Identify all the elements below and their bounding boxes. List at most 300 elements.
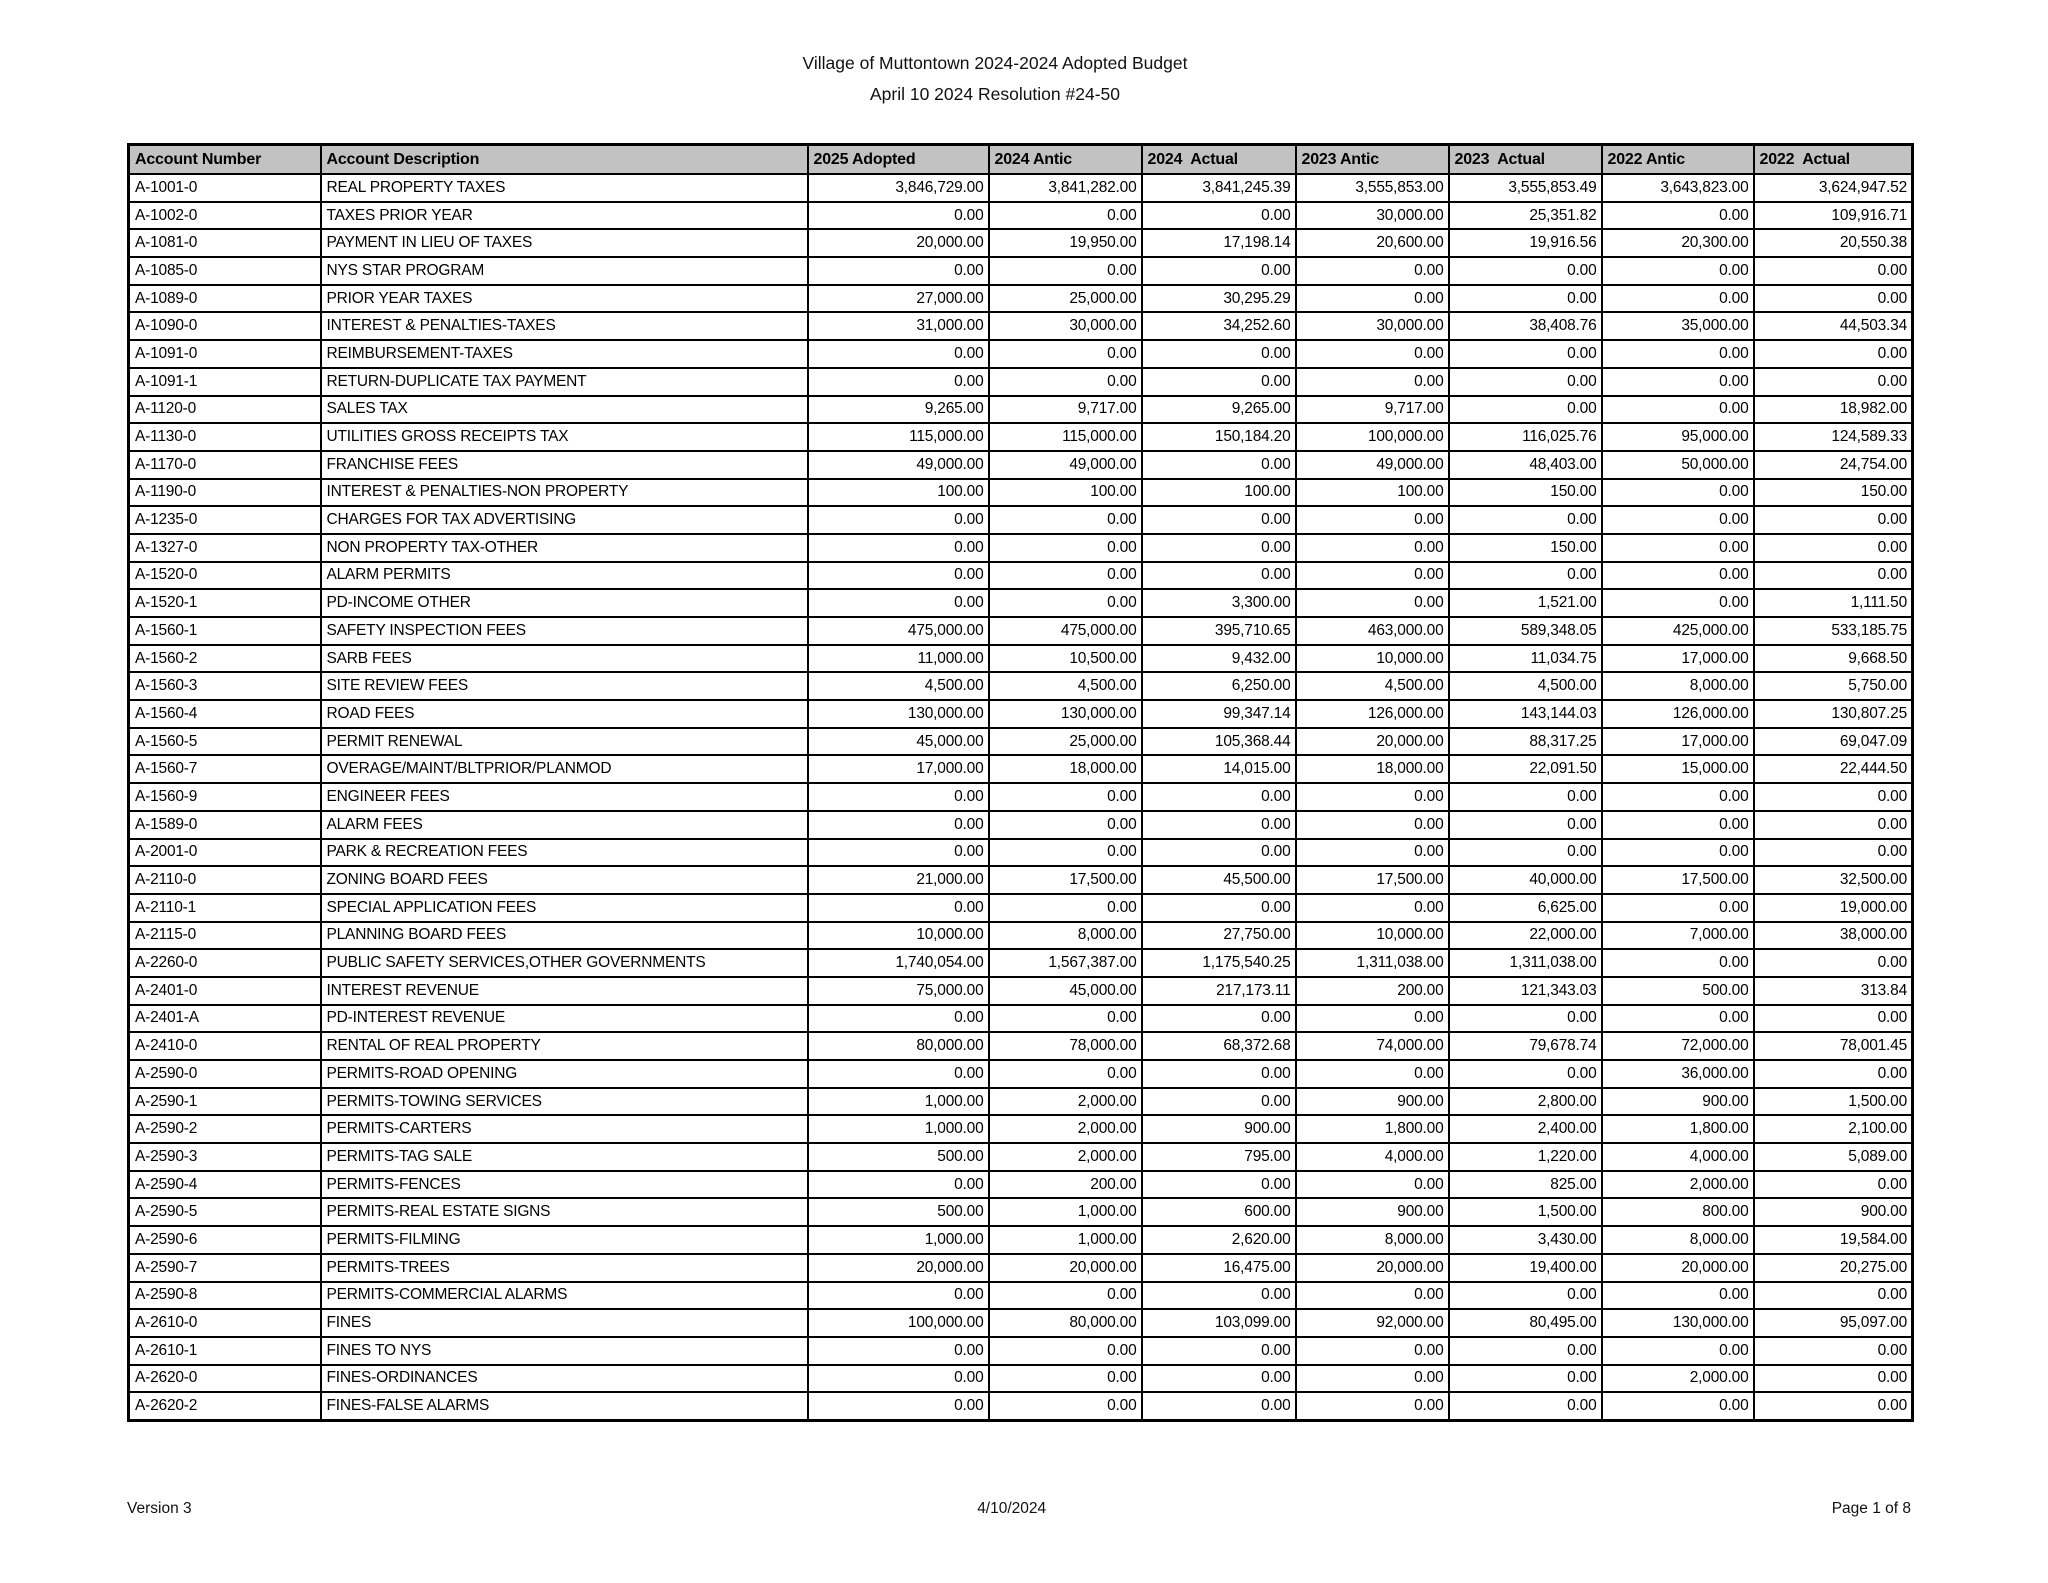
table-row bbox=[129, 1392, 1913, 1420]
amount-cell: 3,300.00 bbox=[1142, 589, 1296, 617]
table-row bbox=[129, 312, 1913, 340]
amount-cell: 99,347.14 bbox=[1142, 700, 1296, 728]
amount-cell: 800.00 bbox=[1602, 1198, 1754, 1226]
amount-cell: 44,503.34 bbox=[1754, 312, 1913, 340]
account-description-cell: PERMITS-FENCES bbox=[321, 1171, 808, 1199]
amount-cell: 9,432.00 bbox=[1142, 645, 1296, 673]
account-number-cell: A-2590-0 bbox=[129, 1060, 321, 1088]
table-row bbox=[129, 285, 1913, 313]
amount-cell: 11,034.75 bbox=[1449, 645, 1602, 673]
amount-cell: 0.00 bbox=[1449, 340, 1602, 368]
amount-cell: 1,567,387.00 bbox=[989, 949, 1142, 977]
amount-cell: 0.00 bbox=[1602, 506, 1754, 534]
account-number-cell: A-2620-0 bbox=[129, 1365, 321, 1393]
amount-cell: 80,000.00 bbox=[989, 1309, 1142, 1337]
amount-cell: 200.00 bbox=[989, 1171, 1142, 1199]
amount-cell: 0.00 bbox=[1296, 1337, 1449, 1365]
amount-cell: 19,916.56 bbox=[1449, 229, 1602, 257]
amount-cell: 0.00 bbox=[808, 839, 989, 867]
amount-cell: 25,000.00 bbox=[989, 728, 1142, 756]
table-row bbox=[129, 949, 1913, 977]
amount-cell: 0.00 bbox=[808, 894, 989, 922]
table-row bbox=[129, 562, 1913, 590]
account-number-cell: A-1170-0 bbox=[129, 451, 321, 479]
amount-cell: 0.00 bbox=[1449, 811, 1602, 839]
account-number-cell: A-1001-0 bbox=[129, 174, 321, 202]
amount-cell: 130,000.00 bbox=[1602, 1309, 1754, 1337]
amount-cell: 200.00 bbox=[1296, 977, 1449, 1005]
account-number-cell: A-1130-0 bbox=[129, 423, 321, 451]
amount-cell: 31,000.00 bbox=[808, 312, 989, 340]
account-description-cell: PERMITS-ROAD OPENING bbox=[321, 1060, 808, 1088]
amount-cell: 475,000.00 bbox=[808, 617, 989, 645]
amount-cell: 4,500.00 bbox=[1449, 672, 1602, 700]
col-header-2024-antic: 2024 Antic bbox=[989, 145, 1142, 175]
account-description-cell: RETURN-DUPLICATE TAX PAYMENT bbox=[321, 368, 808, 396]
amount-cell: 0.00 bbox=[989, 1337, 1142, 1365]
account-description-cell: ROAD FEES bbox=[321, 700, 808, 728]
amount-cell: 0.00 bbox=[1449, 368, 1602, 396]
account-number-cell: A-2115-0 bbox=[129, 922, 321, 950]
account-description-cell: INTEREST & PENALTIES-NON PROPERTY bbox=[321, 479, 808, 507]
account-description-cell: ENGINEER FEES bbox=[321, 783, 808, 811]
table-row bbox=[129, 1282, 1913, 1310]
account-description-cell: SALES TAX bbox=[321, 396, 808, 424]
account-description-cell: NON PROPERTY TAX-OTHER bbox=[321, 534, 808, 562]
table-row bbox=[129, 1032, 1913, 1060]
amount-cell: 3,846,729.00 bbox=[808, 174, 989, 202]
account-description-cell: ALARM PERMITS bbox=[321, 562, 808, 590]
amount-cell: 0.00 bbox=[1602, 479, 1754, 507]
footer-page-number: Page 1 of 8 bbox=[1831, 1500, 1911, 1517]
amount-cell: 24,754.00 bbox=[1754, 451, 1913, 479]
account-description-cell: FRANCHISE FEES bbox=[321, 451, 808, 479]
account-number-cell: A-1560-4 bbox=[129, 700, 321, 728]
account-number-cell: A-1327-0 bbox=[129, 534, 321, 562]
amount-cell: 72,000.00 bbox=[1602, 1032, 1754, 1060]
account-number-cell: A-2590-2 bbox=[129, 1115, 321, 1143]
amount-cell: 130,000.00 bbox=[989, 700, 1142, 728]
amount-cell: 0.00 bbox=[989, 562, 1142, 590]
amount-cell: 78,000.00 bbox=[989, 1032, 1142, 1060]
amount-cell: 95,097.00 bbox=[1754, 1309, 1913, 1337]
amount-cell: 0.00 bbox=[1754, 1365, 1913, 1393]
amount-cell: 0.00 bbox=[1754, 839, 1913, 867]
amount-cell: 5,750.00 bbox=[1754, 672, 1913, 700]
amount-cell: 3,624,947.52 bbox=[1754, 174, 1913, 202]
amount-cell: 20,000.00 bbox=[1602, 1254, 1754, 1282]
table-row bbox=[129, 506, 1913, 534]
amount-cell: 38,000.00 bbox=[1754, 922, 1913, 950]
amount-cell: 1,000.00 bbox=[989, 1198, 1142, 1226]
amount-cell: 1,311,038.00 bbox=[1296, 949, 1449, 977]
amount-cell: 0.00 bbox=[1754, 257, 1913, 285]
amount-cell: 0.00 bbox=[808, 202, 989, 230]
account-description-cell: OVERAGE/MAINT/BLTPRIOR/PLANMOD bbox=[321, 755, 808, 783]
account-number-cell: A-1090-0 bbox=[129, 312, 321, 340]
table-row bbox=[129, 1060, 1913, 1088]
amount-cell: 0.00 bbox=[1602, 285, 1754, 313]
amount-cell: 34,252.60 bbox=[1142, 312, 1296, 340]
col-header-2022-antic: 2022 Antic bbox=[1602, 145, 1754, 175]
amount-cell: 20,275.00 bbox=[1754, 1254, 1913, 1282]
amount-cell: 0.00 bbox=[989, 589, 1142, 617]
amount-cell: 1,500.00 bbox=[1449, 1198, 1602, 1226]
amount-cell: 92,000.00 bbox=[1296, 1309, 1449, 1337]
budget-table-header bbox=[129, 145, 1913, 175]
amount-cell: 0.00 bbox=[1754, 1005, 1913, 1033]
amount-cell: 19,584.00 bbox=[1754, 1226, 1913, 1254]
table-row bbox=[129, 1309, 1913, 1337]
amount-cell: 69,047.09 bbox=[1754, 728, 1913, 756]
amount-cell: 2,000.00 bbox=[989, 1088, 1142, 1116]
page-footer bbox=[127, 1500, 1911, 1518]
table-row bbox=[129, 1254, 1913, 1282]
table-row bbox=[129, 811, 1913, 839]
amount-cell: 4,000.00 bbox=[1296, 1143, 1449, 1171]
amount-cell: 0.00 bbox=[1754, 285, 1913, 313]
amount-cell: 20,300.00 bbox=[1602, 229, 1754, 257]
amount-cell: 1,311,038.00 bbox=[1449, 949, 1602, 977]
col-header-account-number: Account Number bbox=[129, 145, 321, 175]
account-number-cell: A-2590-5 bbox=[129, 1198, 321, 1226]
amount-cell: 30,000.00 bbox=[1296, 312, 1449, 340]
amount-cell: 0.00 bbox=[1296, 839, 1449, 867]
amount-cell: 0.00 bbox=[989, 340, 1142, 368]
amount-cell: 0.00 bbox=[808, 562, 989, 590]
amount-cell: 0.00 bbox=[1142, 1005, 1296, 1033]
amount-cell: 0.00 bbox=[1754, 783, 1913, 811]
amount-cell: 825.00 bbox=[1449, 1171, 1602, 1199]
amount-cell: 1,521.00 bbox=[1449, 589, 1602, 617]
account-number-cell: A-1560-2 bbox=[129, 645, 321, 673]
amount-cell: 0.00 bbox=[1602, 1005, 1754, 1033]
amount-cell: 20,600.00 bbox=[1296, 229, 1449, 257]
amount-cell: 49,000.00 bbox=[1296, 451, 1449, 479]
amount-cell: 0.00 bbox=[808, 1171, 989, 1199]
amount-cell: 0.00 bbox=[1602, 562, 1754, 590]
account-description-cell: PRIOR YEAR TAXES bbox=[321, 285, 808, 313]
amount-cell: 0.00 bbox=[1449, 506, 1602, 534]
amount-cell: 20,000.00 bbox=[1296, 1254, 1449, 1282]
amount-cell: 0.00 bbox=[808, 368, 989, 396]
amount-cell: 9,265.00 bbox=[1142, 396, 1296, 424]
account-number-cell: A-1589-0 bbox=[129, 811, 321, 839]
account-description-cell: INTEREST & PENALTIES-TAXES bbox=[321, 312, 808, 340]
amount-cell: 25,000.00 bbox=[989, 285, 1142, 313]
amount-cell: 0.00 bbox=[1449, 783, 1602, 811]
amount-cell: 100,000.00 bbox=[1296, 423, 1449, 451]
amount-cell: 0.00 bbox=[1296, 783, 1449, 811]
amount-cell: 0.00 bbox=[1142, 451, 1296, 479]
table-row bbox=[129, 423, 1913, 451]
amount-cell: 4,500.00 bbox=[989, 672, 1142, 700]
amount-cell: 0.00 bbox=[1296, 811, 1449, 839]
amount-cell: 0.00 bbox=[1142, 839, 1296, 867]
amount-cell: 0.00 bbox=[1602, 1392, 1754, 1420]
account-number-cell: A-1091-0 bbox=[129, 340, 321, 368]
amount-cell: 1,220.00 bbox=[1449, 1143, 1602, 1171]
amount-cell: 0.00 bbox=[1602, 949, 1754, 977]
amount-cell: 4,500.00 bbox=[808, 672, 989, 700]
table-row bbox=[129, 922, 1913, 950]
amount-cell: 124,589.33 bbox=[1754, 423, 1913, 451]
table-row bbox=[129, 1226, 1913, 1254]
amount-cell: 22,091.50 bbox=[1449, 755, 1602, 783]
amount-cell: 0.00 bbox=[1296, 534, 1449, 562]
amount-cell: 100,000.00 bbox=[808, 1309, 989, 1337]
amount-cell: 9,717.00 bbox=[989, 396, 1142, 424]
amount-cell: 0.00 bbox=[1142, 1088, 1296, 1116]
amount-cell: 0.00 bbox=[1296, 1282, 1449, 1310]
account-number-cell: A-2110-1 bbox=[129, 894, 321, 922]
amount-cell: 17,000.00 bbox=[808, 755, 989, 783]
amount-cell: 21,000.00 bbox=[808, 866, 989, 894]
amount-cell: 0.00 bbox=[1296, 1060, 1449, 1088]
amount-cell: 103,099.00 bbox=[1142, 1309, 1296, 1337]
amount-cell: 17,000.00 bbox=[1602, 645, 1754, 673]
amount-cell: 8,000.00 bbox=[1296, 1226, 1449, 1254]
amount-cell: 0.00 bbox=[1754, 1282, 1913, 1310]
amount-cell: 0.00 bbox=[808, 257, 989, 285]
amount-cell: 0.00 bbox=[1449, 257, 1602, 285]
amount-cell: 0.00 bbox=[989, 202, 1142, 230]
amount-cell: 0.00 bbox=[808, 811, 989, 839]
amount-cell: 14,015.00 bbox=[1142, 755, 1296, 783]
account-description-cell: REAL PROPERTY TAXES bbox=[321, 174, 808, 202]
amount-cell: 16,475.00 bbox=[1142, 1254, 1296, 1282]
account-number-cell: A-1089-0 bbox=[129, 285, 321, 313]
amount-cell: 17,500.00 bbox=[1296, 866, 1449, 894]
amount-cell: 3,555,853.49 bbox=[1449, 174, 1602, 202]
amount-cell: 8,000.00 bbox=[1602, 1226, 1754, 1254]
amount-cell: 0.00 bbox=[1602, 589, 1754, 617]
amount-cell: 425,000.00 bbox=[1602, 617, 1754, 645]
table-row bbox=[129, 479, 1913, 507]
amount-cell: 0.00 bbox=[1602, 894, 1754, 922]
account-number-cell: A-2260-0 bbox=[129, 949, 321, 977]
amount-cell: 20,550.38 bbox=[1754, 229, 1913, 257]
account-description-cell: UTILITIES GROSS RECEIPTS TAX bbox=[321, 423, 808, 451]
amount-cell: 143,144.03 bbox=[1449, 700, 1602, 728]
table-row bbox=[129, 1115, 1913, 1143]
amount-cell: 0.00 bbox=[989, 783, 1142, 811]
amount-cell: 0.00 bbox=[1754, 562, 1913, 590]
account-number-cell: A-2110-0 bbox=[129, 866, 321, 894]
amount-cell: 80,495.00 bbox=[1449, 1309, 1602, 1337]
amount-cell: 3,841,282.00 bbox=[989, 174, 1142, 202]
amount-cell: 45,500.00 bbox=[1142, 866, 1296, 894]
account-number-cell: A-2590-7 bbox=[129, 1254, 321, 1282]
amount-cell: 0.00 bbox=[808, 1392, 989, 1420]
amount-cell: 0.00 bbox=[1602, 839, 1754, 867]
amount-cell: 2,400.00 bbox=[1449, 1115, 1602, 1143]
amount-cell: 78,001.45 bbox=[1754, 1032, 1913, 1060]
amount-cell: 5,089.00 bbox=[1754, 1143, 1913, 1171]
amount-cell: 130,000.00 bbox=[808, 700, 989, 728]
amount-cell: 0.00 bbox=[1449, 1060, 1602, 1088]
amount-cell: 4,500.00 bbox=[1296, 672, 1449, 700]
amount-cell: 20,000.00 bbox=[808, 1254, 989, 1282]
account-description-cell: TAXES PRIOR YEAR bbox=[321, 202, 808, 230]
amount-cell: 0.00 bbox=[808, 340, 989, 368]
amount-cell: 0.00 bbox=[1754, 1171, 1913, 1199]
table-row bbox=[129, 396, 1913, 424]
amount-cell: 2,800.00 bbox=[1449, 1088, 1602, 1116]
account-description-cell: CHARGES FOR TAX ADVERTISING bbox=[321, 506, 808, 534]
account-number-cell: A-1560-3 bbox=[129, 672, 321, 700]
amount-cell: 0.00 bbox=[1142, 340, 1296, 368]
amount-cell: 0.00 bbox=[1142, 811, 1296, 839]
amount-cell: 0.00 bbox=[1296, 368, 1449, 396]
amount-cell: 0.00 bbox=[1602, 1337, 1754, 1365]
amount-cell: 0.00 bbox=[1296, 1171, 1449, 1199]
account-number-cell: A-1560-5 bbox=[129, 728, 321, 756]
amount-cell: 1,800.00 bbox=[1296, 1115, 1449, 1143]
amount-cell: 19,000.00 bbox=[1754, 894, 1913, 922]
amount-cell: 589,348.05 bbox=[1449, 617, 1602, 645]
amount-cell: 0.00 bbox=[808, 534, 989, 562]
amount-cell: 0.00 bbox=[808, 1365, 989, 1393]
amount-cell: 0.00 bbox=[1754, 1392, 1913, 1420]
amount-cell: 100.00 bbox=[1296, 479, 1449, 507]
account-number-cell: A-1002-0 bbox=[129, 202, 321, 230]
account-description-cell: PERMITS-FILMING bbox=[321, 1226, 808, 1254]
account-description-cell: PERMITS-COMMERCIAL ALARMS bbox=[321, 1282, 808, 1310]
account-description-cell: FINES TO NYS bbox=[321, 1337, 808, 1365]
amount-cell: 18,982.00 bbox=[1754, 396, 1913, 424]
table-row bbox=[129, 1365, 1913, 1393]
account-description-cell: RENTAL OF REAL PROPERTY bbox=[321, 1032, 808, 1060]
amount-cell: 0.00 bbox=[1142, 534, 1296, 562]
amount-cell: 0.00 bbox=[1296, 894, 1449, 922]
account-description-cell: PERMITS-CARTERS bbox=[321, 1115, 808, 1143]
footer-date: 4/10/2024 bbox=[977, 1500, 1047, 1517]
table-row bbox=[129, 174, 1913, 202]
amount-cell: 150.00 bbox=[1449, 479, 1602, 507]
account-description-cell: FINES bbox=[321, 1309, 808, 1337]
table-row bbox=[129, 866, 1913, 894]
amount-cell: 3,643,823.00 bbox=[1602, 174, 1754, 202]
account-number-cell: A-1235-0 bbox=[129, 506, 321, 534]
amount-cell: 0.00 bbox=[1449, 1365, 1602, 1393]
account-number-cell: A-2610-1 bbox=[129, 1337, 321, 1365]
amount-cell: 75,000.00 bbox=[808, 977, 989, 1005]
amount-cell: 48,403.00 bbox=[1449, 451, 1602, 479]
amount-cell: 3,841,245.39 bbox=[1142, 174, 1296, 202]
amount-cell: 500.00 bbox=[1602, 977, 1754, 1005]
amount-cell: 0.00 bbox=[989, 1365, 1142, 1393]
amount-cell: 4,000.00 bbox=[1602, 1143, 1754, 1171]
amount-cell: 0.00 bbox=[1602, 534, 1754, 562]
col-header-2025-adopted: 2025 Adopted bbox=[808, 145, 989, 175]
amount-cell: 0.00 bbox=[1142, 783, 1296, 811]
amount-cell: 0.00 bbox=[989, 1282, 1142, 1310]
amount-cell: 126,000.00 bbox=[1602, 700, 1754, 728]
amount-cell: 0.00 bbox=[808, 1337, 989, 1365]
amount-cell: 0.00 bbox=[1449, 1282, 1602, 1310]
amount-cell: 0.00 bbox=[1449, 1337, 1602, 1365]
account-number-cell: A-1560-9 bbox=[129, 783, 321, 811]
amount-cell: 150,184.20 bbox=[1142, 423, 1296, 451]
amount-cell: 0.00 bbox=[1449, 839, 1602, 867]
account-description-cell: PERMITS-TAG SALE bbox=[321, 1143, 808, 1171]
amount-cell: 100.00 bbox=[808, 479, 989, 507]
amount-cell: 126,000.00 bbox=[1296, 700, 1449, 728]
amount-cell: 115,000.00 bbox=[808, 423, 989, 451]
table-row bbox=[129, 1337, 1913, 1365]
amount-cell: 0.00 bbox=[1296, 506, 1449, 534]
amount-cell: 1,111.50 bbox=[1754, 589, 1913, 617]
amount-cell: 900.00 bbox=[1602, 1088, 1754, 1116]
amount-cell: 0.00 bbox=[1296, 562, 1449, 590]
amount-cell: 1,000.00 bbox=[808, 1226, 989, 1254]
amount-cell: 0.00 bbox=[1296, 1365, 1449, 1393]
account-description-cell: PD-INTEREST REVENUE bbox=[321, 1005, 808, 1033]
amount-cell: 22,000.00 bbox=[1449, 922, 1602, 950]
amount-cell: 0.00 bbox=[1142, 1060, 1296, 1088]
amount-cell: 0.00 bbox=[1602, 396, 1754, 424]
amount-cell: 3,555,853.00 bbox=[1296, 174, 1449, 202]
amount-cell: 35,000.00 bbox=[1602, 312, 1754, 340]
amount-cell: 0.00 bbox=[989, 534, 1142, 562]
account-number-cell: A-2410-0 bbox=[129, 1032, 321, 1060]
amount-cell: 0.00 bbox=[1754, 506, 1913, 534]
amount-cell: 49,000.00 bbox=[989, 451, 1142, 479]
amount-cell: 25,351.82 bbox=[1449, 202, 1602, 230]
table-row bbox=[129, 368, 1913, 396]
amount-cell: 109,916.71 bbox=[1754, 202, 1913, 230]
account-number-cell: A-1560-7 bbox=[129, 755, 321, 783]
amount-cell: 116,025.76 bbox=[1449, 423, 1602, 451]
amount-cell: 30,295.29 bbox=[1142, 285, 1296, 313]
amount-cell: 18,000.00 bbox=[1296, 755, 1449, 783]
table-row bbox=[129, 534, 1913, 562]
amount-cell: 15,000.00 bbox=[1602, 755, 1754, 783]
account-description-cell: FINES-FALSE ALARMS bbox=[321, 1392, 808, 1420]
table-row bbox=[129, 257, 1913, 285]
account-number-cell: A-2401-0 bbox=[129, 977, 321, 1005]
amount-cell: 0.00 bbox=[1142, 368, 1296, 396]
account-description-cell: PERMITS-REAL ESTATE SIGNS bbox=[321, 1198, 808, 1226]
amount-cell: 50,000.00 bbox=[1602, 451, 1754, 479]
amount-cell: 0.00 bbox=[808, 783, 989, 811]
table-row bbox=[129, 451, 1913, 479]
account-number-cell: A-2610-0 bbox=[129, 1309, 321, 1337]
account-number-cell: A-1120-0 bbox=[129, 396, 321, 424]
amount-cell: 0.00 bbox=[1142, 1282, 1296, 1310]
amount-cell: 11,000.00 bbox=[808, 645, 989, 673]
table-row bbox=[129, 894, 1913, 922]
account-description-cell: REIMBURSEMENT-TAXES bbox=[321, 340, 808, 368]
amount-cell: 115,000.00 bbox=[989, 423, 1142, 451]
amount-cell: 0.00 bbox=[1296, 1392, 1449, 1420]
account-number-cell: A-2620-2 bbox=[129, 1392, 321, 1420]
amount-cell: 795.00 bbox=[1142, 1143, 1296, 1171]
amount-cell: 0.00 bbox=[1754, 534, 1913, 562]
amount-cell: 0.00 bbox=[989, 811, 1142, 839]
account-number-cell: A-2590-8 bbox=[129, 1282, 321, 1310]
amount-cell: 0.00 bbox=[989, 506, 1142, 534]
amount-cell: 74,000.00 bbox=[1296, 1032, 1449, 1060]
amount-cell: 3,430.00 bbox=[1449, 1226, 1602, 1254]
amount-cell: 0.00 bbox=[989, 894, 1142, 922]
amount-cell: 463,000.00 bbox=[1296, 617, 1449, 645]
budget-table-body bbox=[129, 174, 1913, 1420]
amount-cell: 95,000.00 bbox=[1602, 423, 1754, 451]
title-line-1: Village of Muttontown 2024-2024 Adopted Budget bbox=[802, 53, 1188, 73]
account-number-cell: A-2590-1 bbox=[129, 1088, 321, 1116]
